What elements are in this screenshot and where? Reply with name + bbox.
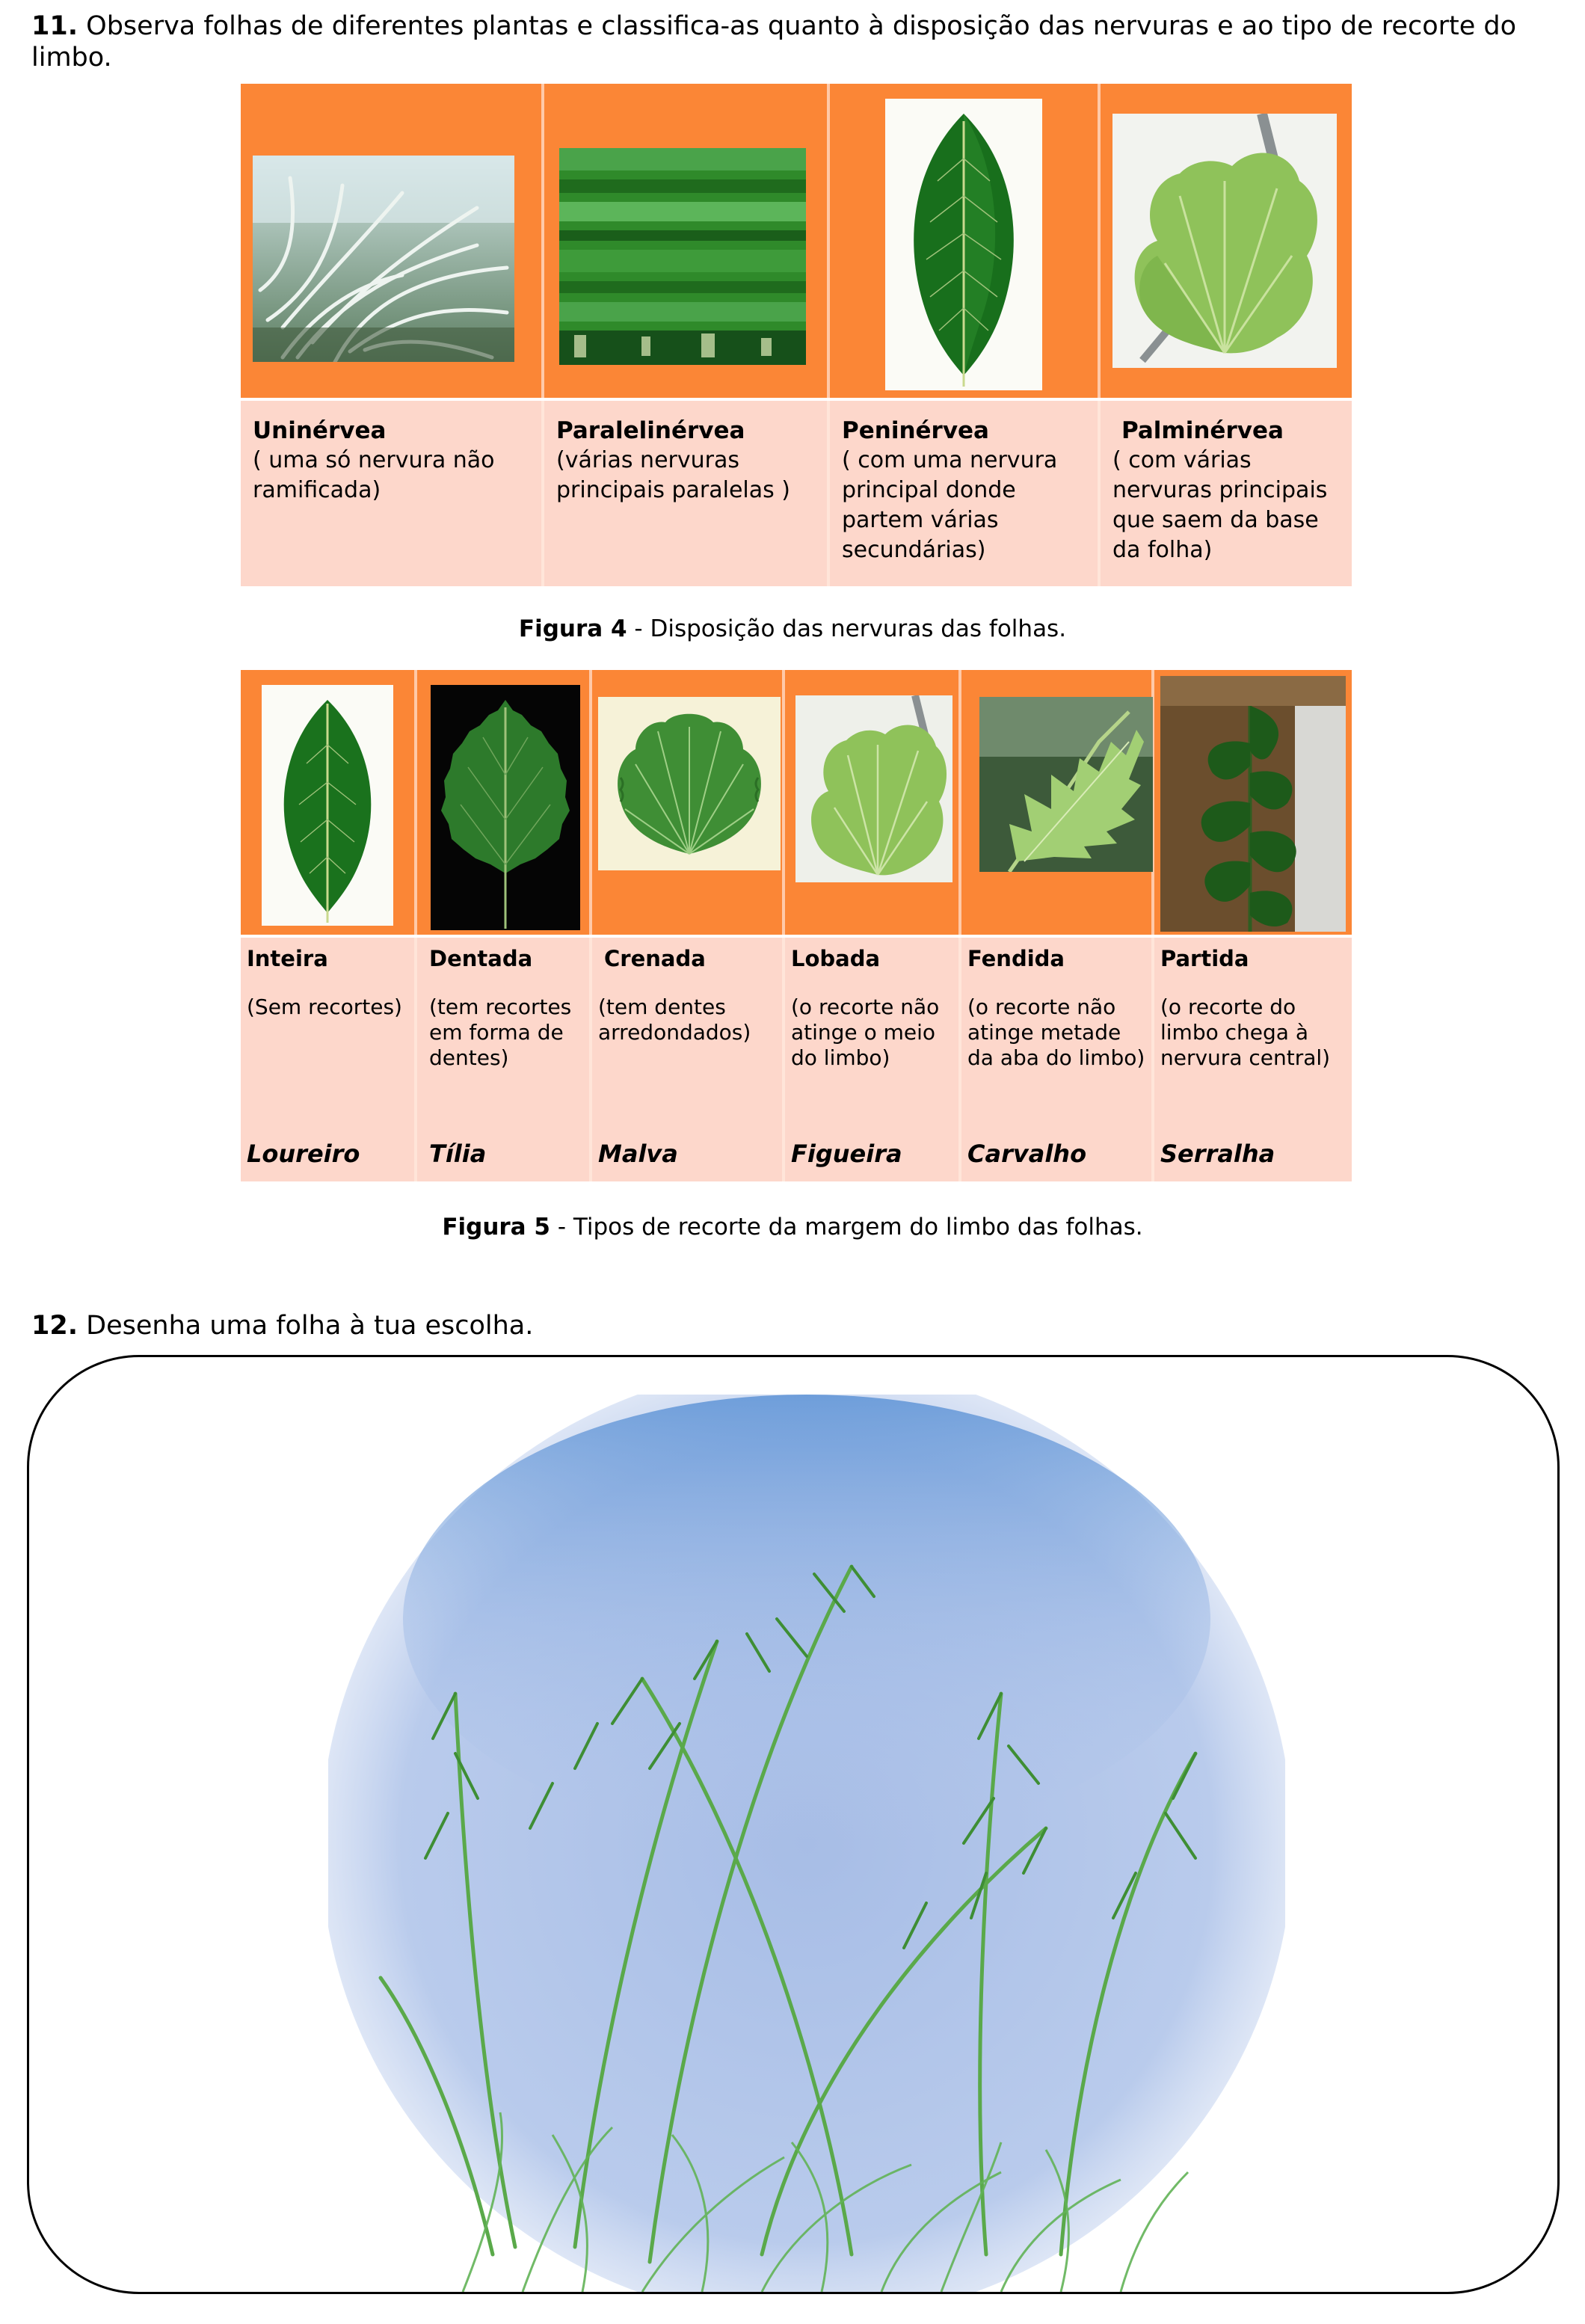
question-11 xyxy=(31,10,1585,73)
uninervea-description: ( uma só nervura não ramificada) xyxy=(253,447,495,503)
paralelinervea-description: (várias nervuras principais paralelas ) xyxy=(556,447,791,503)
figure-5-caption xyxy=(0,1213,1585,1241)
inteira-description: (Sem recortes) xyxy=(247,995,402,1019)
lobada-cell xyxy=(785,938,961,1181)
drawing-answer-box xyxy=(27,1355,1560,2294)
crenada-cell xyxy=(592,938,785,1181)
fendida-title: Fendida xyxy=(967,946,1065,971)
question-11-text: Observa folhas de diferentes plantas e classifica-as quanto à disposição das nervuras e ao tipo de recorte do limbo. xyxy=(31,11,1517,73)
partida-title: Partida xyxy=(1160,946,1249,971)
lobada-title: Lobada xyxy=(791,946,881,971)
pinnate-leaf-photo xyxy=(885,99,1042,390)
figure-5-text-row xyxy=(241,938,1352,1181)
question-11-number: 11. xyxy=(31,11,79,41)
figure-4-caption-text: - Disposição das nervuras das folhas. xyxy=(627,615,1067,642)
sow-thistle-leaf-photo xyxy=(1160,676,1346,932)
palmate-leaf-photo xyxy=(1112,114,1337,368)
uninervea-cell xyxy=(241,401,544,586)
oak-leaf-photo xyxy=(979,697,1153,872)
figure-4-image-row xyxy=(241,84,1352,398)
lobada-photo-cell xyxy=(785,670,961,935)
uninervea-photo-cell xyxy=(241,84,544,398)
crenada-plant-name: Malva xyxy=(598,1140,678,1168)
dentada-title: Dentada xyxy=(429,946,533,971)
figure-5-caption-text: - Tipos de recorte da margem do limbo das folhas. xyxy=(550,1214,1143,1241)
peninervea-title: Peninérvea xyxy=(842,417,989,444)
lobada-description: (o recorte não atinge o meio do limbo) xyxy=(791,995,940,1070)
fig-leaf-photo xyxy=(795,695,952,882)
figure-4-text-row xyxy=(241,401,1352,586)
question-12-number: 12. xyxy=(31,1311,79,1341)
inteira-plant-name: Loureiro xyxy=(247,1140,360,1168)
fendida-plant-name: Carvalho xyxy=(967,1140,1087,1168)
crenada-title: Crenada xyxy=(604,946,706,971)
paralelinervea-photo-cell xyxy=(544,84,830,398)
conifer-needles-photo xyxy=(253,156,514,362)
bay-laurel-leaf-photo xyxy=(262,685,393,926)
palminervea-title: Palminérvea xyxy=(1121,417,1284,444)
fendida-cell xyxy=(961,938,1154,1181)
lobada-plant-name: Figueira xyxy=(791,1140,902,1168)
dentada-cell xyxy=(417,938,592,1181)
peninervea-description: ( com uma nervura principal donde partem várias secundárias) xyxy=(842,447,1058,563)
partida-photo-cell xyxy=(1154,670,1352,935)
paralelinervea-title: Paralelinérvea xyxy=(556,417,745,444)
palminervea-cell xyxy=(1101,401,1352,586)
fendida-photo-cell xyxy=(961,670,1154,935)
peninervea-photo-cell xyxy=(830,84,1101,398)
mallow-leaf-photo xyxy=(598,697,781,870)
peninervea-cell xyxy=(830,401,1101,586)
figure-4-caption-label: Figura 4 xyxy=(518,615,627,642)
partida-description: (o recorte do limbo chega à nervura central) xyxy=(1160,995,1331,1070)
linden-leaf-photo xyxy=(431,685,580,930)
inteira-title: Inteira xyxy=(247,946,328,971)
figure-4-table xyxy=(241,84,1352,586)
inteira-cell xyxy=(241,938,417,1181)
palminervea-photo-cell xyxy=(1101,84,1352,398)
parallel-veins-photo xyxy=(559,148,806,365)
dentada-description: (tem recortes em forma de dentes) xyxy=(429,995,572,1070)
paralelinervea-cell xyxy=(544,401,830,586)
figure-5-table xyxy=(241,670,1352,1181)
crenada-photo-cell xyxy=(592,670,785,935)
figure-5-caption-label: Figura 5 xyxy=(442,1214,550,1241)
crenada-description: (tem dentes arredondados) xyxy=(598,995,751,1045)
dentada-photo-cell xyxy=(417,670,592,935)
uninervea-title: Uninérvea xyxy=(253,417,387,444)
partida-plant-name: Serralha xyxy=(1160,1140,1275,1168)
dentada-plant-name: Tília xyxy=(429,1140,487,1168)
question-12 xyxy=(31,1310,533,1341)
fendida-description: (o recorte não atinge metade da aba do limbo) xyxy=(967,995,1145,1070)
question-12-text: Desenha uma folha à tua escolha. xyxy=(86,1311,534,1341)
grass-drawing xyxy=(328,1395,1285,2294)
figure-5-image-row xyxy=(241,670,1352,935)
inteira-photo-cell xyxy=(241,670,417,935)
palminervea-description: ( com várias nervuras principais que saem da base da folha) xyxy=(1112,447,1328,563)
figure-4-caption xyxy=(0,615,1585,643)
partida-cell xyxy=(1154,938,1352,1181)
